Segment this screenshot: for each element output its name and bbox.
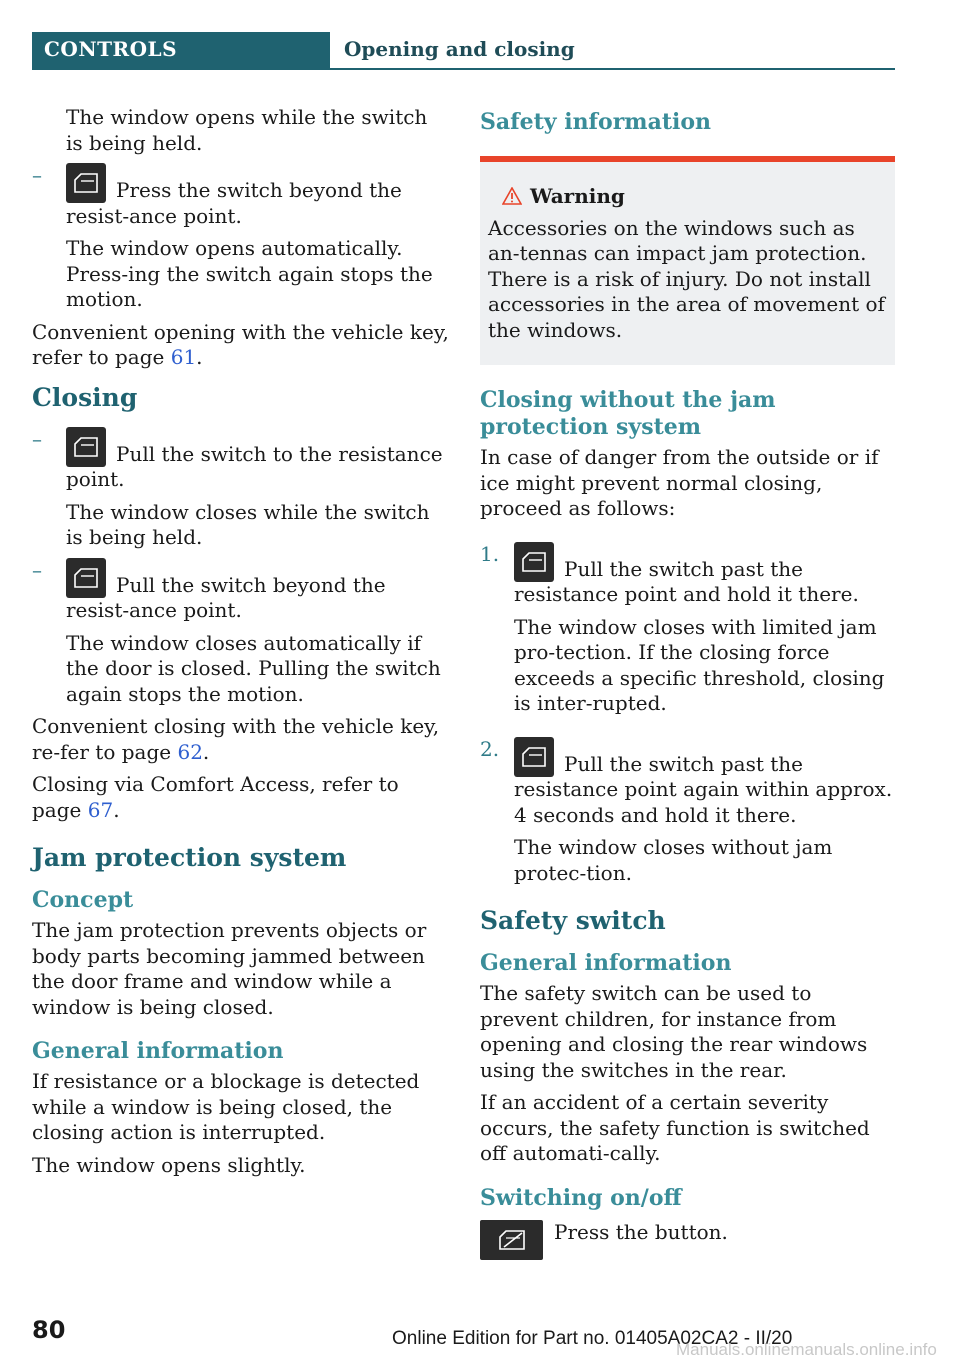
close-auto-sub: The window closes automatically if the door is closed. Pulling the switch again stops the motion. bbox=[66, 630, 441, 706]
warning-triangle-icon bbox=[502, 187, 522, 205]
open-auto-sub: The window opens automatically. Press-ing the switch again stops the motion. bbox=[66, 236, 433, 311]
warning-text: Accessories on the windows such as an-tennas can impact jam protection. There is a risk of injury. Do not install accessories in the area of movement of the windows. bbox=[488, 215, 885, 342]
step-1-text: Pull the switch past the resistance point and hold it there. bbox=[514, 556, 859, 606]
warning-header bbox=[488, 184, 887, 210]
page-link-62[interactable]: 62 bbox=[177, 739, 203, 764]
step-2-text: Pull the switch past the resistance point again within approx. 4 seconds and hold it there. bbox=[514, 751, 893, 827]
page-number: 80 bbox=[32, 1316, 66, 1344]
edition-text: Online Edition for Part no. 01405A02CA2 - II/20 bbox=[392, 1328, 793, 1349]
conv-close-text: Convenient closing with the vehicle key, re-fer to page 62. bbox=[32, 714, 440, 764]
step-number: 1. bbox=[480, 541, 500, 566]
step-1 bbox=[480, 542, 895, 608]
gen-info-text-1: The safety switch can be used to prevent children, for instance from opening and closing the rear windows using the switches in the rear. bbox=[480, 981, 868, 1082]
page-title: Opening and closing bbox=[344, 37, 575, 61]
warning-label: Warning bbox=[530, 184, 625, 208]
comfort-access-text: Closing via Comfort Access, refer to page 67. bbox=[32, 772, 399, 822]
step-number: 2. bbox=[480, 736, 500, 761]
close-held-item bbox=[32, 427, 450, 493]
closing-without-text: In case of danger from the outside or if ice might prevent normal closing, proceed as follows: bbox=[480, 445, 879, 520]
safety-switch-heading: Safety switch bbox=[480, 906, 666, 935]
concept-heading: Concept bbox=[32, 887, 134, 913]
concept-text: The jam protection prevents objects or body parts becoming jammed between the door frame and window while a window is being closed. bbox=[32, 918, 427, 1019]
safety-switch-row bbox=[480, 1220, 895, 1266]
close-held-sub: The window closes while the switch is being held. bbox=[66, 499, 430, 549]
gen-info-heading: General information bbox=[480, 950, 732, 976]
page-link-61[interactable]: 61 bbox=[170, 345, 197, 369]
press-button-text: Press the button. bbox=[554, 1219, 728, 1244]
step-2-sub: The window closes without jam protec-tion. bbox=[514, 835, 833, 885]
list-dash: – bbox=[32, 163, 42, 187]
step-2 bbox=[480, 737, 895, 829]
window-switch-icon bbox=[66, 163, 106, 203]
open-held-text: The window opens while the switch is being held. bbox=[66, 105, 428, 155]
close-auto-item bbox=[32, 558, 450, 624]
page-header bbox=[32, 32, 895, 70]
safety-info-heading: Safety information bbox=[480, 109, 712, 135]
section-tab: CONTROLS bbox=[32, 32, 330, 70]
general-info-heading: General information bbox=[32, 1038, 284, 1064]
window-switch-icon bbox=[514, 737, 554, 777]
window-switch-icon bbox=[66, 427, 106, 467]
conv-open-text: Convenient opening with the vehicle key, refer to page 61. bbox=[32, 319, 449, 369]
open-auto-item bbox=[32, 163, 450, 229]
left-column bbox=[32, 105, 450, 1185]
window-lock-icon bbox=[480, 1220, 543, 1260]
list-dash: – bbox=[32, 426, 42, 451]
closing-without-heading: Closing without the jam protection system bbox=[480, 387, 776, 440]
open-auto-text: Press the switch beyond the resist-ance point. bbox=[66, 178, 402, 228]
gen-info-text-2: If an accident of a certain severity occurs, the safety function is switched off automati-cally. bbox=[480, 1090, 870, 1165]
switching-heading: Switching on/off bbox=[480, 1184, 682, 1211]
general-info-text-1: If resistance or a blockage is detected while a window is being closed, the closing action is interrupted. bbox=[32, 1069, 420, 1144]
close-held-text: Pull the switch to the resistance point. bbox=[66, 441, 443, 491]
list-dash: – bbox=[32, 557, 42, 582]
jam-protection-heading: Jam protection system bbox=[32, 843, 347, 872]
watermark: Manuals.onlinemanuals.online.info bbox=[676, 1340, 937, 1359]
step-1-sub: The window closes with limited jam pro-tection. If the closing force exceeds a specific threshold, closing is inter-rupted. bbox=[514, 614, 885, 715]
window-switch-icon bbox=[66, 558, 106, 598]
right-column bbox=[480, 105, 895, 1266]
general-info-text-2: The window opens slightly. bbox=[32, 1152, 306, 1177]
page-link-67[interactable]: 67 bbox=[87, 797, 114, 822]
window-switch-icon bbox=[514, 542, 554, 582]
close-auto-text: Pull the switch beyond the resist-ance point. bbox=[66, 572, 386, 622]
warning-box bbox=[480, 156, 895, 365]
closing-heading: Closing bbox=[32, 382, 138, 412]
